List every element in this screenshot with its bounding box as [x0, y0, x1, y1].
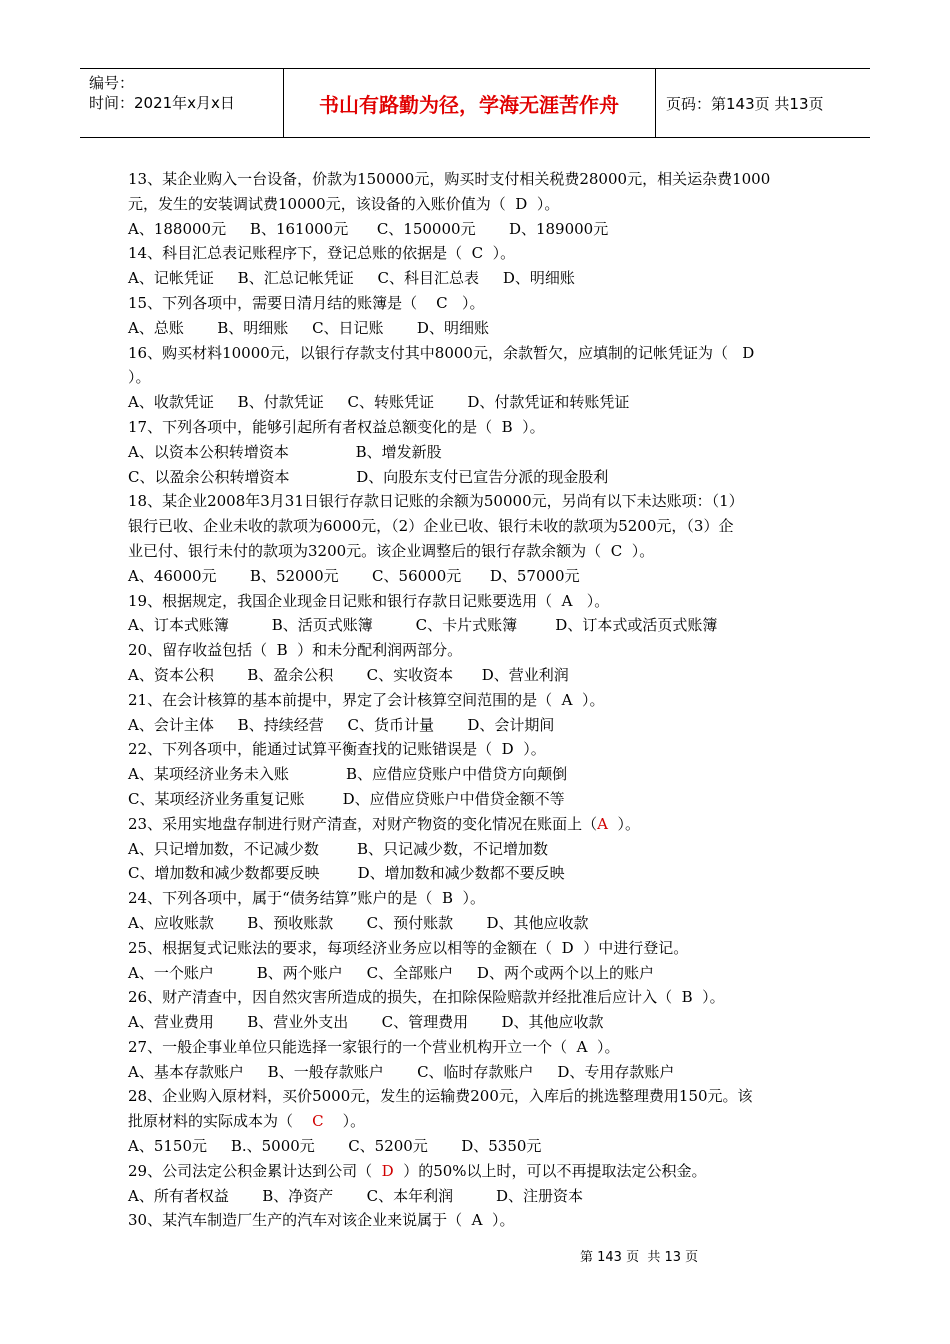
page-header	[80, 68, 870, 138]
text-line: 24、下列各项中，属于“债务结算”账户的是（ B ）。	[128, 889, 486, 908]
text-line: 29、公司法定公积金累计达到公司（ D ）的50%以上时，可以不再提取法定公积金。	[128, 1161, 707, 1180]
text-line: 批原材料的实际成本为（ C ）。	[128, 1112, 366, 1131]
text-line: A、会计主体 B、持续经营 C、货币计量 D、会计期间	[128, 715, 555, 734]
header-divider	[655, 69, 656, 137]
text-line: A、5150元 B.、5000元 C、5200元 D、5350元	[128, 1137, 542, 1156]
text-line: A、基本存款账户 B、一般存款账户 C、临时存款账户 D、专用存款账户	[128, 1062, 675, 1081]
text-line: 26、财产清查中，因自然灾害所造成的损失，在扣除保险赔款并经批准后应计入（ B ）。	[128, 988, 725, 1007]
text-line: A、所有者权益 B、净资产 C、本年利润 D、注册资本	[128, 1186, 584, 1205]
text-line: 23、采用实地盘存制进行财产清查，对财产物资的变化情况在账面上（A ）。	[128, 814, 640, 833]
question-list	[128, 167, 828, 1233]
text-line: 13、某企业购入一台设备，价款为150000元，购买时支付相关税费28000元，相关运杂费1000	[128, 170, 771, 188]
text-line: 银行已收、企业未收的款项为6000元，（2）企业已收、银行未收的款项为5200元，（3）企	[128, 517, 734, 536]
header-meta	[89, 73, 235, 113]
text-line: A、应收账款 B、预收账款 C、预付账款 D、其他应收款	[128, 913, 589, 932]
text-line: C、增加数和减少数都要反映 D、增加数和减少数都不要反映	[128, 864, 565, 883]
page-footer: 第 143 页 共 13 页	[580, 1250, 699, 1265]
text-line: 17、下列各项中，能够引起所有者权益总额变化的是（ B ）。	[128, 417, 545, 436]
text-line: A、资本公积 B、盈余公积 C、实收资本 D、营业利润	[128, 665, 569, 684]
text-line: A、以资本公积转增资本 B、增发新股	[128, 442, 442, 461]
text-line: C、某项经济业务重复记账 D、应借应贷账户中借贷金额不等	[128, 789, 565, 808]
text-line: A、一个账户 B、两个账户 C、全部账户 D、两个或两个以上的账户	[128, 963, 654, 982]
text-line: 30、某汽车制造厂生产的汽车对该企业来说属于（ A ）。	[128, 1211, 515, 1230]
text-line: A、收款凭证 B、付款凭证 C、转账凭证 D、付款凭证和转账凭证	[128, 393, 630, 412]
text-line: 14、科目汇总表记账程序下，登记总账的依据是（ C ）。	[128, 244, 516, 263]
text-line: 20、留存收益包括（ B ）和未分配利润两部分。	[128, 641, 463, 660]
header-page-info: 页码：第143页 共13页	[666, 94, 824, 113]
text-line: C、以盈余公积转增资本 D、向股东支付已宣告分派的现金股利	[128, 467, 609, 486]
text-line: A、总账 B、明细账 C、日记账 D、明细账	[128, 318, 489, 337]
text-line: A、某项经济业务未入账 B、应借应贷账户中借贷方向颠倒	[128, 765, 568, 784]
text-line: 业已付、银行未付的款项为3200元。该企业调整后的银行存款余额为（ C ）。	[128, 541, 655, 560]
text-line: A、188000元 B、161000元 C、150000元 D、189000元	[128, 219, 609, 238]
date-line: 时间：2021年x月x日	[89, 94, 235, 112]
text-line: A、只记增加数，不记减少数 B、只记减少数，不记增加数	[128, 839, 549, 858]
text-line: A、46000元 B、52000元 C、56000元 D、57000元	[128, 566, 580, 585]
text-line: A、营业费用 B、营业外支出 C、管理费用 D、其他应收款	[128, 1013, 604, 1032]
text-line: 28、企业购入原材料，买价5000元，发生的运输费200元，入库后的挑选整理费用150元。该	[128, 1087, 753, 1106]
text-line: A、订本式账簿 B、活页式账簿 C、卡片式账簿 D、订本式或活页式账簿	[128, 616, 718, 635]
text-line: ）。	[128, 368, 151, 387]
text-line: 15、下列各项中，需要日清月结的账簿是（ C ）。	[128, 293, 485, 312]
text-line: A、记帐凭证 B、汇总记帐凭证 C、科目汇总表 D、明细账	[128, 269, 575, 288]
header-motto: 书山有路勤为径，学海无涯苦作舟	[319, 92, 619, 117]
text-line: 27、一般企事业单位只能选择一家银行的一个营业机构开立一个（ A ）。	[128, 1037, 620, 1056]
text-line: 19、根据规定，我国企业现金日记账和银行存款日记账要选用（ A ）。	[128, 591, 610, 610]
text-line: 18、某企业2008年3月31日银行存款日记账的余额为50000元，另尚有以下未达账项：（1）	[128, 492, 744, 511]
text-line: 21、在会计核算的基本前提中，界定了会计核算空间范围的是（ A ）。	[128, 690, 605, 709]
text-line: 22、下列各项中，能通过试算平衡查找的记账错误是（ D ）。	[128, 740, 546, 759]
text-line: 16、购买材料10000元，以银行存款支付其中8000元，余款暂欠，应填制的记帐凭证为（ D	[128, 343, 755, 362]
serial-label: 编号：	[89, 74, 135, 92]
text-line: 元，发生的安装调试费10000元，该设备的入账价值为（ D ）。	[128, 194, 560, 213]
text-line: 25、根据复式记账法的要求，每项经济业务应以相等的金额在（ D ）中进行登记。	[128, 938, 689, 957]
